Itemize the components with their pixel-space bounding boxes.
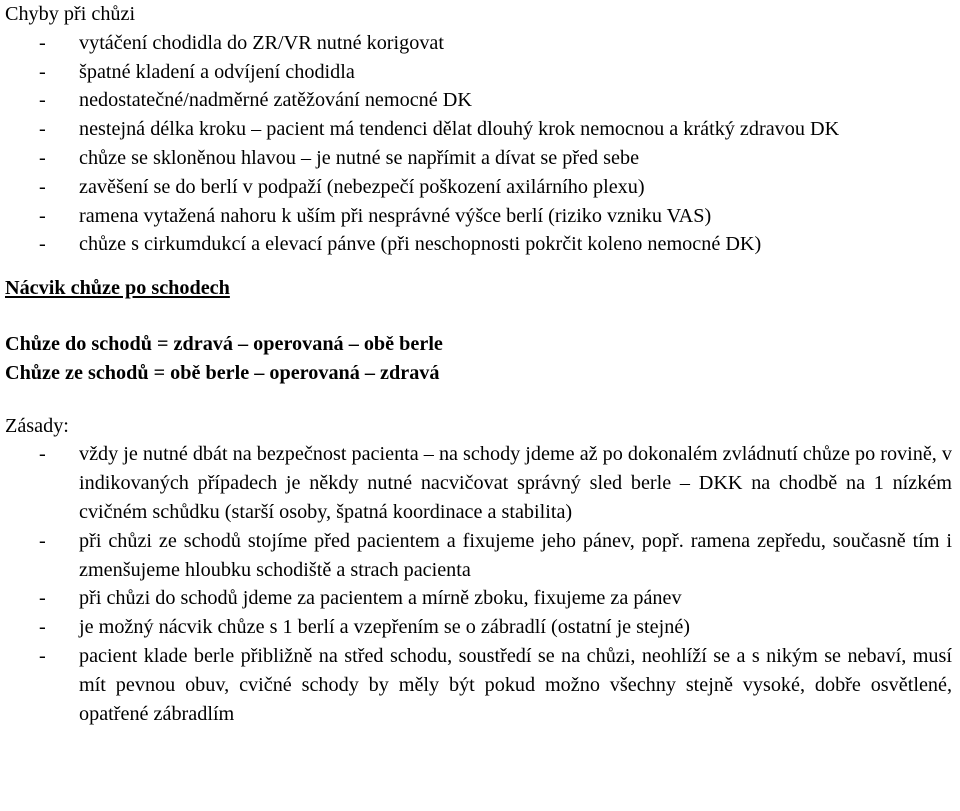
- bullet-dash: -: [39, 89, 46, 112]
- bullet-dash: -: [39, 233, 46, 256]
- list-item-text: při chůzi ze schodů stojíme před pacientem a fixujeme jeho pánev, popř. ramena zepředu, současně tím i zmenšujeme hloubku schodiště a strach pacienta: [79, 529, 952, 581]
- stairs-down-rule: Chůze ze schodů = obě berle – operovaná – zdravá: [5, 361, 440, 384]
- list-item: [5, 613, 957, 642]
- bullet-dash: -: [39, 529, 46, 552]
- bullet-dash: -: [39, 146, 46, 169]
- list-item-text: je možný nácvik chůze s 1 berlí a vzepřením se o zábradlí (ostatní je stejné): [79, 616, 690, 639]
- list-item-text: chůze s cirkumdukcí a elevací pánve (při neschopnosti pokrčit koleno nemocné DK): [79, 233, 762, 256]
- bullet-dash: -: [39, 175, 46, 198]
- list-item: [5, 58, 957, 87]
- list-item: [5, 202, 957, 231]
- errors-list: [5, 29, 957, 259]
- list-item: [5, 86, 957, 115]
- list-item: [5, 29, 957, 58]
- list-item: [5, 527, 957, 585]
- list-item: [5, 115, 957, 144]
- list-item-text: vytáčení chodidla do ZR/VR nutné korigovat: [79, 31, 444, 54]
- list-item-text: vždy je nutné dbát na bezpečnost pacienta – na schody jdeme až po dokonalém zvládnutí chůze po rovině, v indikovaných případech je někdy nutné nacvičovat správný sled berle – DKK na chodbě na 1 nízkém cvičném schůdku (starší osoby, špatná koordinace a stabilita): [79, 443, 952, 523]
- document-page: [5, 0, 957, 728]
- bullet-dash: -: [39, 644, 46, 667]
- list-item-text: nestejná délka kroku – pacient má tendenci dělat dlouhý krok nemocnou a krátký zdravou DK: [79, 118, 840, 141]
- bullet-dash: -: [39, 587, 46, 610]
- section-title-errors: Chyby při chůzi: [5, 3, 136, 25]
- list-item: [5, 144, 957, 173]
- list-item-text: při chůzi do schodů jdeme za pacientem a mírně zboku, fixujeme za pánev: [79, 587, 682, 610]
- section-title-principles: Zásady:: [5, 414, 69, 437]
- bullet-dash: -: [39, 204, 46, 227]
- list-item-text: ramena vytažená nahoru k uším při nesprávné výšce berlí (riziko vzniku VAS): [79, 204, 712, 227]
- principles-list: [5, 440, 957, 728]
- list-item: [5, 173, 957, 202]
- bullet-dash: -: [39, 616, 46, 639]
- list-item-text: nedostatečné/nadměrné zatěžování nemocné DK: [79, 89, 472, 112]
- list-item-text: pacient klade berle přibližně na střed schodu, soustředí se na chůzi, neohlíží se a s nikým se nebaví, musí mít pevnou obuv, cvičné schody by měly být pokud možno všechny stejně vysoké, dobře osvětlené, opatřené zábradlím: [79, 644, 952, 725]
- bullet-dash: -: [39, 31, 46, 54]
- stairs-up-rule: Chůze do schodů = zdravá – operovaná – obě berle: [5, 332, 443, 355]
- bullet-dash: -: [39, 118, 46, 141]
- bullet-dash: -: [39, 443, 46, 466]
- list-item: [5, 584, 957, 613]
- list-item: [5, 230, 957, 259]
- list-item-text: zavěšení se do berlí v podpaží (nebezpečí poškození axilárního plexu): [79, 175, 645, 198]
- list-item-text: špatné kladení a odvíjení chodidla: [79, 60, 355, 83]
- list-item-text: chůze se skloněnou hlavou – je nutné se napřímit a dívat se před sebe: [79, 146, 640, 169]
- list-item: [5, 440, 957, 526]
- bullet-dash: -: [39, 60, 46, 83]
- stairs-training-heading: Nácvik chůze po schodech: [5, 277, 230, 300]
- list-item: [5, 642, 957, 728]
